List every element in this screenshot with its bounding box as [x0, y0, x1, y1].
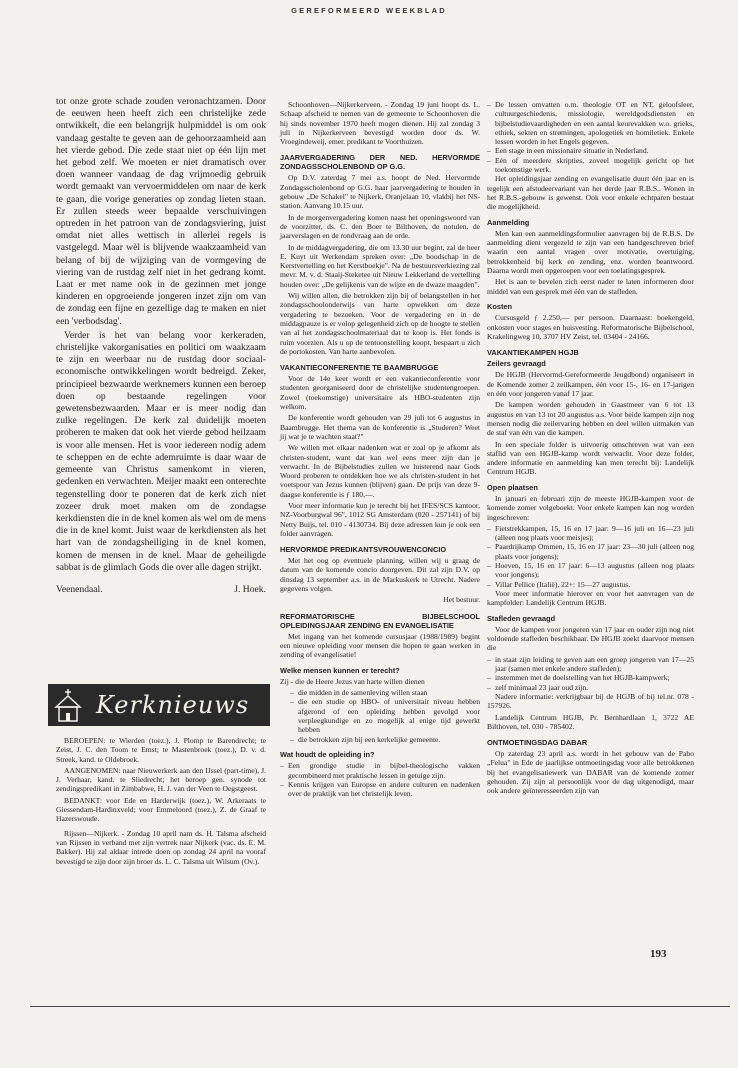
list-item: – in staat zijn leiding te geven aan een groep jongeren van 17—25 jaar (samen met enkele andere stafleden); — [495, 655, 694, 674]
list — [280, 688, 480, 744]
list — [487, 524, 694, 589]
sub-heading: Aanmelding — [487, 217, 530, 227]
sub-heading: Open plaatsen — [487, 482, 538, 492]
paragraph: We willen met elkaar nadenken wat er zoal op je afkomt als christen-student, want dat kan wel eens meer zijn dan je verwacht. In de Bijbelstudies zullen we luisterend naar Gods Woord proberen te ontdekken hoe we als christen-student in het voetspoor van Jezus kunnen (blijven) gaan. De prijs van deze 9-daagse konferentie is ƒ 180,—. — [280, 443, 480, 499]
paragraph: Men kan een aanmeldingsformulier aanvragen bij de R.B.S. De aanmelding dient vergezeld te zijn van een handgeschreven brief waarin een aantal vragen over motivatie, overtuiging, betrokkenheid bij kerk en zending, enz. worden beantwoord. Daarna wordt men opgeroepen voor een toelatingsgesprek. — [487, 228, 694, 276]
paragraph: Zij - die de Heere Jezus van harte willen dienen — [280, 676, 425, 686]
news-item: BEDANKT: voor Ede en Harderwijk (toez.), W. Arkeraats te Giessendam-Hardinxveld; voor Emmeloord (toez.), Z. de Graaf te Hazerswoude. — [56, 795, 266, 824]
paragraph: Schoonhoven—Nijkerkerveen. - Zondag 19 juni hoopt ds. L. Schaap afscheid te nemen van de gemeente te Schoonhoven die hij sinds november 1970 heeft mogen dienen. Hij zal zondag 3 juli in Nijkerkerveen bevestigd worden door ds. W. Vroegindeweij, emer. predikant te Voorthuizen. — [280, 100, 480, 147]
column-2 — [280, 100, 480, 798]
sub-heading: Welke mensen kunnen er terecht? — [280, 665, 400, 675]
list — [280, 761, 480, 798]
news-item: AANGENOMEN: naar Nieuwerkerk aan den IJssel (part-time), J. J. Verhaar, kand. te Sliedrecht; het beroep gen. synode tot zendingspredikant in Zimbabwe, H. J. van der Veen te Oegstgeest. — [56, 765, 266, 794]
section-heading: HERVORMDE PREDIKANTSVROUWENCONCIO — [280, 545, 447, 555]
place: Veenendaal. — [56, 583, 103, 595]
paragraph: Voor meer informatie kun je terecht bij het IFES/SCS kantoor, NZ-Voorburgwal 96", 1012 SG Amsterdam (020 - 257141) of bij Netty Buijs, tel. 010 - 4130734. Bij deze adressen kun je ook een folder aanvragen. — [280, 500, 480, 538]
paragraph: Wij willen allen, die betrokken zijn bij of belangstellen in het zondagsschoolonderwijs van harte opwekken om deze vergadering te bezoeken. Voor de vergadering en in de middagpauze is er volop gelegenheid zich op de hoogte te stellen van al het zondagsschoolmateriaal dat te koop is. Het fonds is ruim voorzien. Als u op de tentoonstelling koopt, bespaart u zich de portokosten. Van harte aanbevolen. — [280, 291, 480, 356]
sub-heading: Zeilers gevraagd — [487, 359, 546, 369]
paragraph: De HGJB (Hervormd-Gereformeerde Jeugdbond) organiseert in de Komende zomer 2 zeilkampen, één voor 15-, 16- en 17-jarigen en één voor jongeren vanaf 17 jaar. — [487, 370, 694, 399]
list-item: – Hoeven, 15, 16 en 17 jaar: 6—13 augustus (alleen nog plaats voor jongens); — [495, 561, 694, 580]
list-item: – Villar Pellice (Italië), 22+: 15—27 augustus. — [495, 580, 694, 589]
list-item: – die midden in de samenleving willen staan — [298, 688, 480, 697]
list-item: – instemmen met de doelstelling van het HGJB-kampwerk; — [495, 673, 694, 682]
paragraph: Verder is het van belang voor kerkeraden, christelijke vakorganisaties en politici om waakzaam te zijn en weerbaar nu de rustdag door sociaal-economische ontwikkelingen wordt bedreigd. Zeker, principieel bezwaarde werknemers kunnen een beroep doen op bestaande regelingen voor gewetensbezwaarden. Maar er is meer nodig dan zulke regelingen. De kerk zal duidelijk moeten proberen te maken dat ook het vierde gebod heilzaam is voor alle mensen. Het is voor iedereen nodig adem te scheppen en de echte ademruimte is daar waar de gemeente van Christus samenkomt in vieren, gedenken en verwachten. Meijer maakt een onterechte tegenstelling door te poneren dat de kerk zich niet zozeer druk moet maken om de zondagse kerkdiensten die in de knel komen als wel om de mens die in de knel komt. Juist waar de kerkdiensten als het hart van de zondagsheiliging in de knel komen, komen de mensen in de knel. Maar de geheiligde sabbat is de glimlach Gods die over alle dagen strijkt. — [56, 329, 266, 573]
list-item: – die een studie op HBO- of universitair niveau hebben afgerond of een opleiding hebben gevolgd voor verpleegkundige en zo mogelijk al enige tijd gewerkt hebben — [298, 697, 480, 734]
section-heading: REFORMATORISCHE BIJBELSCHOOL OPLEIDINGSJAAR ZENDING EN EVANGELISATIE — [280, 611, 480, 630]
list-item: – Fietstrekkampen, 15, 16 en 17 jaar: 9—16 juli en 16—23 juli (alleen nog plaats voor meisjes); — [495, 524, 694, 543]
banner-title: Kerknieuws — [96, 691, 250, 719]
section-heading: ONTMOETINGSDAG DABAR — [487, 738, 588, 748]
list-item: – Een grondige studie in bijbel-theologische vakken gecombineerd met praktische lessen in getuige zijn. — [288, 761, 480, 780]
paragraph: In de middagvergadering, die om 13.30 uur begint, zal de heer E. Kuyt uit Werkendam spreken over: „De boodschap in de Kerstvertelling en het Kerstboekje". Na de bestuursverkiezing zal mevr. M. v. d. Staaij-Steketee uit Nieuw Lekkerland de vertelling houden over: „De gelijkenis van de wijze en de dwaze maagden". — [280, 242, 480, 289]
page-number: 193 — [650, 948, 667, 960]
kerknieuws-body — [56, 736, 266, 868]
paragraph: Voor de kampen voor jongeren van 17 jaar en ouder zijn nog niet voldoende stafleden beschikbaar. De HGJB zoekt daarvoor mensen die — [487, 624, 694, 653]
list-item: – die betrokken zijn bij een kerkelijke gemeente. — [298, 735, 480, 744]
sub-heading: Wat houdt de opleiding in? — [280, 749, 375, 759]
list-item: – Kennis krijgen van Europse en andere culturen en nadenken over de praktijk van het christelijk leven. — [288, 780, 480, 799]
sign-off: Het bestuur. — [443, 595, 480, 605]
sub-heading: Stafleden gevraagd — [487, 613, 556, 623]
author: J. Hoek. — [234, 583, 266, 595]
kerknieuws-banner — [48, 684, 270, 726]
paragraph: Voor meer informatie hierover en voor het aanvragen van de kampfolder: Landelijk Centrum HGJB. — [487, 588, 694, 608]
paragraph: De konferentie wordt gehouden van 29 juli tot 6 augustus in Baambrugge. Het thema van de konferentie is „Studeren? Weet jij wat je te wachten staat?" — [280, 413, 480, 441]
list-item: – zelf minimaal 23 jaar oud zijn. — [495, 683, 694, 692]
paragraph: Cursusgeld ƒ 2.250,— per persoon. Daarnaast: boekengeld, onkosten voor stages en huisvesting. Reformatorische Bijbelschool, Krakelingweg 10, 3707 HV Zeist, tel. 03404 - 24166. — [487, 313, 694, 341]
paragraph: Nadere informatie: verkrijgbaar bij de HGJB of bij tel.nr. 078 - 157926. — [487, 691, 694, 711]
news-item: Rijssen—Nijkerk. - Zondag 10 april nam ds. H. Talsma afscheid van Rijssen in verband met zijn vertrek naar Nijkerk (vac. ds. E. M. Bakker). Hij zal aldaar intrede doen op zondag 24 april na vooraf bevestigd te zijn door zijn broer ds. L. C. Talsma uit Wilsum (Ov.). — [56, 828, 266, 866]
list-item: – Een stage in een missionaire situatie in Nederland. — [495, 146, 694, 155]
sub-heading: Kosten — [487, 301, 513, 311]
paragraph: De kampen worden gehouden in Gaastmeer van 6 tot 13 augustus en van 13 tot 20 augustus a.s. Voor beide kampen zijn nog mensen nodig die zeilervaring hebben en deel willen uitmaken van de staf van één van die kampen. — [487, 400, 694, 438]
column-3 — [487, 100, 694, 798]
section-heading: VAKANTIEKAMPEN HGJB — [487, 348, 579, 358]
paragraph: Het is aan te bevelen zich eerst nader te laten informeren door middel van een gesprek met één van de stafleden. — [487, 277, 694, 296]
address: Landelijk Centrum HGJB, Pr. Bernhardlaan 1, 3722 AE Bilthoven, tel. 030 - 785402. — [487, 712, 694, 731]
section-heading: VAKANTIECONFERENTIE TE BAAMBRUGGE — [280, 363, 439, 373]
paragraph: In de morgenvergadering komen naast het openingswoord van de voorzitter, ds. C. den Boer te Bilthoven, de notulen, de jaarverslagen en de rondvraag aan de orde. — [280, 212, 480, 241]
paragraph: Met ingang van het komende cursusjaar (1988/1989) begint een nieuwe opleiding voor mensen die hopen te gaan werken in zending of evangelisatie! — [280, 631, 480, 660]
paragraph: Voor de 14e keer wordt er een vakantieconferentie voor studenten georganiseerd door de christelijke studentengroepen. Zowel (toekomstige) universitaire als HBO-studenten zijn welkom. — [280, 374, 480, 412]
list-item: – Paardrijkamp Ommen, 15, 16 en 17 jaar: 23—30 juli (alleen nog plaats voor jongens); — [495, 542, 694, 561]
list — [487, 655, 694, 692]
list-item: – De lessen omvatten o.m. theologie OT en NT, geloofsleer, cultuurgeschiedenis, missiologie, wereldgodsdiensten en bijbelstudievaardigheden en een aantal keurevakken w.o. grieks, ethiek, sekten en strømingen, apologetiek en homiletiek. Enkele lessen worden in het Engels gegeven. — [495, 100, 694, 146]
paragraph: Het opleidingsjaar zending en evangelisatie duurt één jaar en is tegelijk een afstudeervariant van het derde jaar R.B.S.. Wonen in het R.B.S.-gebouw is gewenst. Ook voor enkele echtparen bestaat die mogelijkheid. — [487, 174, 694, 212]
paragraph: In een speciale folder is uitvoerig omschreven wat van een staflid van een HGJB-kamp wordt verwacht. Voor deze folder, andere informatie en aanmelding kan men terecht bij: Landelijk Centrum HGJB. — [487, 439, 694, 477]
paragraph: In januari en februari zijn de meeste HGJB-kampen voor de komende zomer volgeboekt. Voor enkele kampen kan nog worden ingeschreven: — [487, 493, 694, 522]
paragraph: Op zaterdag 23 april a.s. wordt in het gebouw van de Pabo „Felua" in Ede de jaarlijkse ontmoetingsdag voor alle betrokkenen bij het evangelisatiewerk van DABAR van de komende zomer gehouden. Zij zijn al persoonlijk voor de dag uitgenodigd, maar ook andere geïnteresseerden zijn van — [487, 749, 694, 796]
running-header: GEREFORMEERD WEEKBLAD — [291, 6, 447, 15]
bottom-rule — [30, 1006, 730, 1007]
column-1 — [56, 96, 266, 596]
list — [487, 100, 694, 174]
paragraph: tot onze grote schade zouden veronachtzamen. Door de eeuwen heen heeft zich een christelijke zede ontwikkelt, die een belangrijk hulpmiddel is om ook vandaag gestalte te geven aan de gehoorzaamheid aan het vierde gebod. Die zede staat niet op één lijn met het gebod zelf. We moeten er niet dramatisch over doen wanneer vandaag de dag vrijmoedig gebruik wordt gemaakt van vervoermiddelen om naar de kerk te gaan, die vorige generaties op zondag lieten staan. Er zullen steeds weer bepaalde verschuivingen optreden in het patroon van de zondagsviering, juist omdat niet alles wettisch in allerlei regels is vastgelegd. Maar wèl is blijvende waakzaamheid van belang of bij de wijziging van de vormgeving de viering van de rustdag zelf niet in het gedrang komt. Laat er met name ook in de gezinnen met jonge kinderen en opgroeiende jongeren inzet zijn om van de zondag een fijne en gezellige dag te maken en niet een 'verbodsdag'. — [56, 96, 266, 327]
paragraph: Met het oog op eventuele planning, willen wij u graag de datum van de komende concio doorgeven. Dit zal zijn D.V. op dinsdag 13 september a.s. in de Markuskerk te Utrecht. Nadere gegevens volgen. — [280, 556, 480, 594]
section-heading: JAARVERGADERING DER NED. HERVORMDE ZONDAGSSCHOLENBOND OP G.G. — [280, 153, 480, 172]
signature — [56, 584, 266, 596]
paragraph: Op D.V. zaterdag 7 mei a.s. hoopt de Ned. Hervormde Zondagsscholenbond op G.G. haar jaarvergadering te houden in gebouw „De Schakel" te Nijkerk, Oranjelaan 10, vlakbij het NS-station. Aanvang 10.15 uur. — [280, 173, 480, 211]
list-item: – Eén of meerdere skripties, zoveel mogelijk gericht op het toekomstige werk. — [495, 156, 694, 175]
church-icon — [48, 684, 88, 726]
news-item: BEROEPEN: te Wierden (toez.), J. Plomp te Barendrecht; te Zeist, J. C. den Toom te Emst; te Mastenbroek (toez.), D. v. d. Streek, kand. te Oldebroek. — [56, 736, 266, 764]
